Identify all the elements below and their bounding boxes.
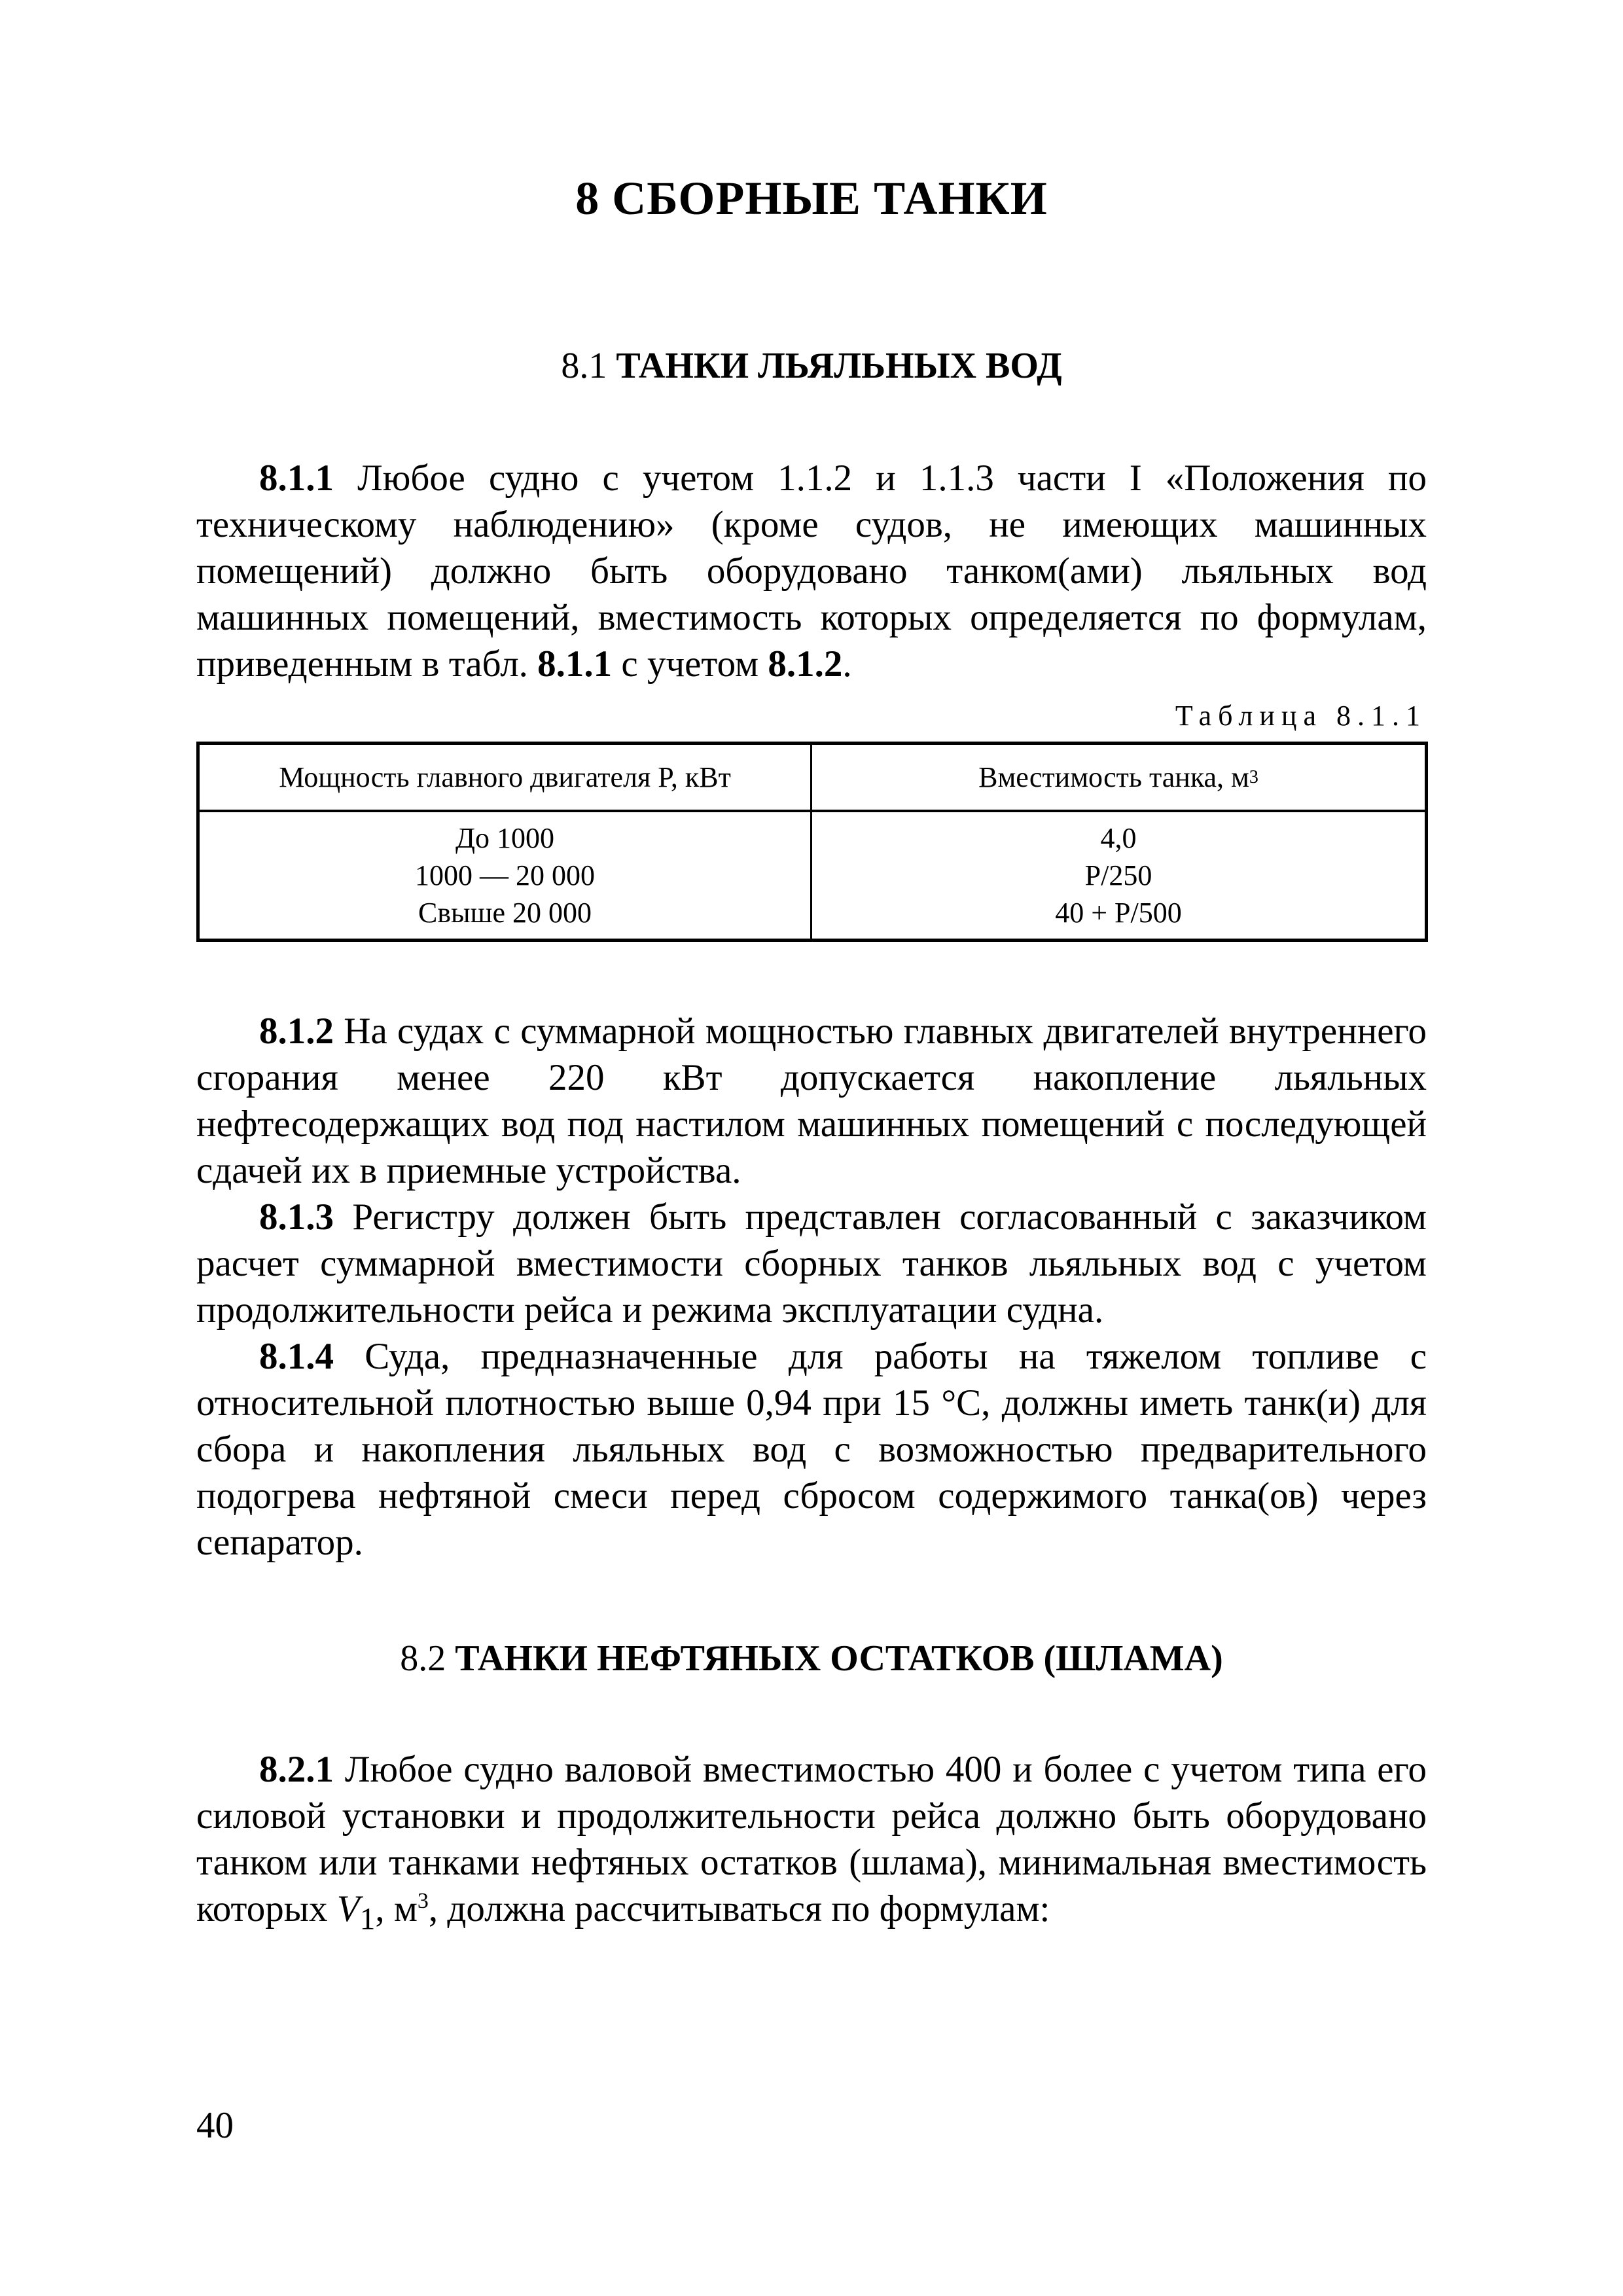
chapter-heading [0,171,1623,226]
page-number: 40 [196,2105,234,2146]
section-title: ТАНКИ ЛЬЯЛЬНЫХ ВОД [616,346,1062,386]
clause-number: 8.1.2 [259,1011,334,1052]
clause-number: 8.1.4 [259,1336,334,1377]
section-heading-8-2 [0,1638,1623,1679]
variable-subscript: 1 [359,1902,376,1937]
paragraph-text: Любое судно с учетом 1.1.2 и 1.1.3 части I «Положения по техническому наблюдению» (кроме судов, не имеющих машинных помещений) должно быть оборудовано танком(ами) льяльных вод машинных помещений, вместимость которых определяется по формулам, приведенным в табл. [196,457,1427,685]
header-cell-capacity: Вместимость танка, м 3 [978,761,1258,793]
unit-text: , м [375,1888,418,1929]
paragraphs-8-1-2-to-8-1-4 [196,1008,1427,1566]
clause-number: 8.1.3 [259,1196,334,1238]
table-cell: P/250 [1084,859,1152,891]
paragraph-text: Регистру должен быть представлен согласованный с заказчиком расчет суммарной вместимости сборных танков льяльных вод с учетом продолжительности рейса и режима эксплуатации судна. [196,1196,1427,1331]
paragraph-8-2-1 [196,1746,1427,1943]
section-heading-8-1 [0,345,1623,387]
chapter-number: 8 [575,172,600,224]
paragraph-text: с учетом [612,643,768,685]
table-cell: 4,0 [1100,822,1137,854]
table-header-row [200,745,1425,812]
table-cell: До 1000 [455,822,554,854]
paragraph-text: Суда, предназначенные для работы на тяжелом топливе с относительной плотностью выше 0,94 при 15 °C, должны иметь танк(и) для сбора и накопления льяльных вод с возможностью предварительного подогрева нефтяной смеси перед сбросом содержимого танка(ов) через сепаратор. [196,1336,1427,1563]
table-cell: 1000 — 20 000 [415,859,595,891]
power-values-cell [200,812,812,939]
table-cell: Свыше 20 000 [418,897,592,929]
table-cell: 40 + P/500 [1055,897,1182,929]
variable-v: V [336,1888,360,1929]
table-caption: Таблица 8.1.1 [1175,700,1427,732]
paragraph-8-1-2 [196,1008,1427,1194]
paragraph-8-1-3 [196,1194,1427,1333]
clause-number: 8.1.1 [259,457,334,499]
section-number: 8.1 [561,346,607,386]
table-body-row [200,812,1425,939]
section-number: 8.2 [400,1638,446,1679]
paragraph-text: , должна рассчитываться по формулам: [428,1888,1050,1929]
chapter-title: СБОРНЫЕ ТАНКИ [612,172,1048,224]
table-ref: 8.1.1 [537,643,613,685]
section-title: ТАНКИ НЕФТЯНЫХ ОСТАТКОВ (ШЛАМА) [455,1638,1223,1679]
paragraph-text: На судах с суммарной мощностью главных двигателей внутреннего сгорания менее 220 кВт допускается накопление льяльных нефтесодержащих вод под настилом машинных помещений с последующей сдачей их в приемные устройства. [196,1011,1427,1191]
capacity-values-cell [812,812,1425,939]
unit-superscript: 3 [417,1889,429,1913]
clause-ref: 8.1.2 [768,643,843,685]
header-cell-power: Мощность главного двигателя P, кВт [200,745,812,810]
paragraph-text: Любое судно валовой вместимостью 400 и более с учетом типа его силовой установки и продолжительности рейса должно быть оборудовано танком или танками нефтяных остатков (шлама), минимальная вместимость которых [196,1749,1427,1929]
paragraph-8-1-1 [196,455,1427,687]
clause-number: 8.2.1 [259,1749,334,1790]
capacity-table [196,742,1428,942]
paragraph-8-1-4 [196,1333,1427,1566]
header-cell-capacity-text: Вместимость танка, м [978,761,1249,793]
paragraph-text: . [842,643,852,685]
